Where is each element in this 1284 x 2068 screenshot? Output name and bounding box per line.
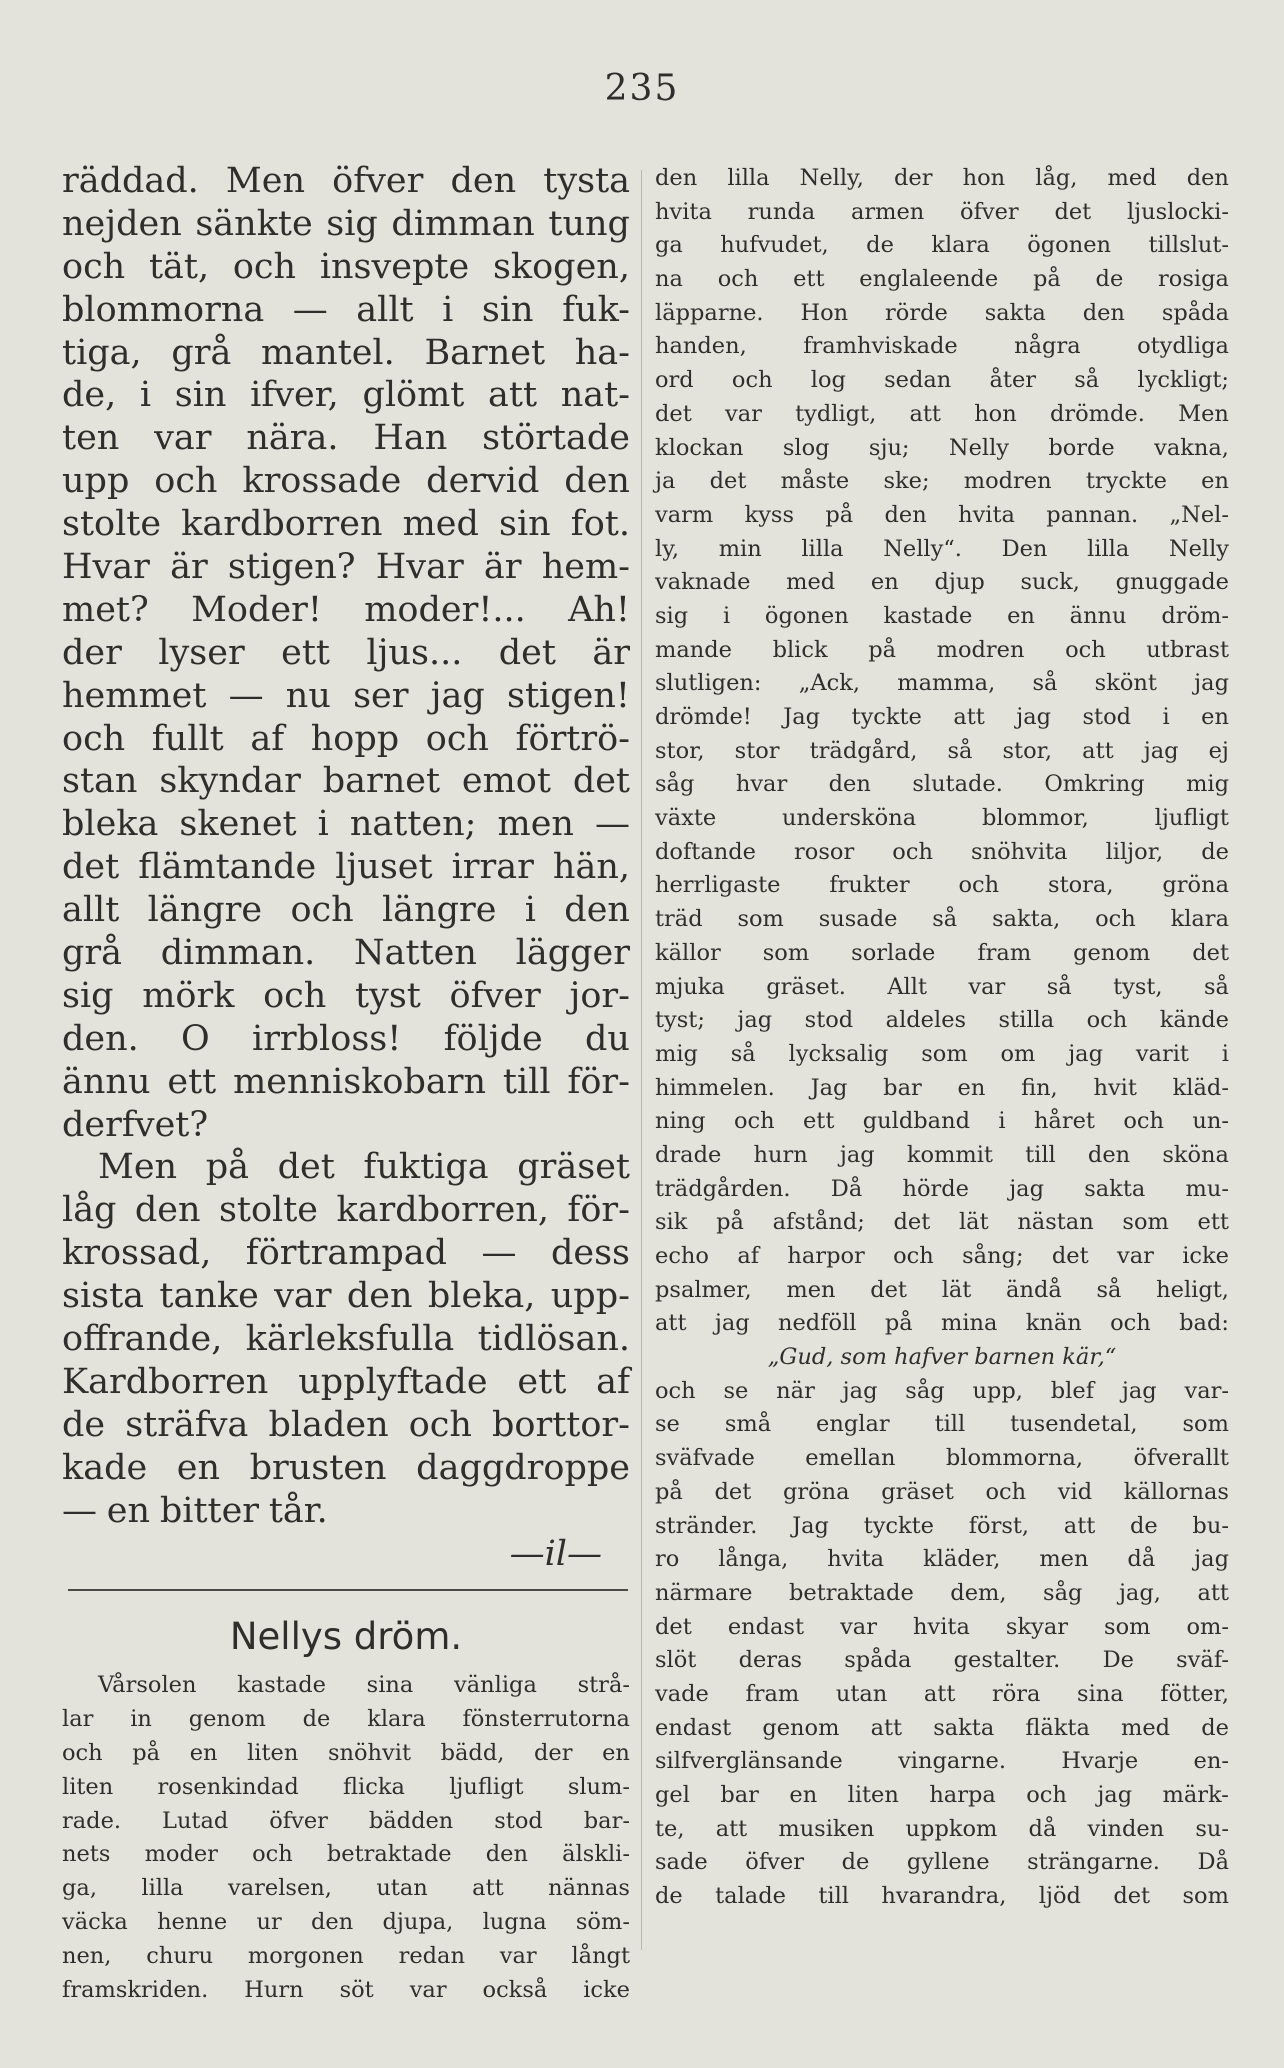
text-line: kade en brusten daggdroppe (62, 1447, 630, 1488)
text-line: de talade till hvarandra, ljöd det som (655, 1883, 1229, 1910)
text-line: rade. Lutad öfver bädden stod bar- (62, 1807, 630, 1834)
text-line: echo af harpor och sång; det var icke (655, 1243, 1229, 1269)
text-line: slutligen: „Ack, mamma, så skönt jag (655, 670, 1229, 697)
text-line: sig mörk och tyst öfver jor- (62, 975, 630, 1016)
text-line: närmare betraktade dem, såg jag, att (655, 1579, 1229, 1606)
text-line: att jag nedföll på mina knän och bad: (655, 1310, 1229, 1337)
hymn-quote-line: „Gud, som hafver barnen kär,“ (767, 1344, 1117, 1371)
text-line: det var tydligt, att hon drömde. Men (655, 400, 1229, 427)
text-line: hvita runda armen öfver det ljuslocki- (655, 198, 1229, 225)
right-column (655, 162, 1229, 1914)
text-line: ro långa, hvita kläder, men då jag (655, 1546, 1229, 1573)
text-line: de, i sin ifver, glömt att nat- (62, 375, 630, 416)
text-line: såg hvar den slutade. Omkring mig (655, 771, 1229, 798)
text-line: och se när jag såg upp, blef jag var- (655, 1377, 1229, 1404)
text-line: liten rosenkindad flicka ljufligt slum- (62, 1773, 630, 1800)
text-line: doftande rosor och snöhvita liljor, de (655, 838, 1229, 865)
text-line: och fullt af hopp och förtrö- (62, 718, 630, 759)
text-line: stolte kardborren med sin fot. (62, 504, 630, 545)
text-line: sik på afstånd; det lät nästan som ett (655, 1209, 1229, 1236)
text-line: ten var nära. Han störtade (62, 418, 630, 459)
text-line: sade öfver de gyllene strängarne. Då (655, 1849, 1229, 1876)
text-line: upp och krossade dervid den (62, 461, 630, 502)
text-line: bleka skenet i natten; men — (62, 804, 630, 845)
text-line: sista tanke var den bleka, upp- (62, 1276, 630, 1317)
text-line: vade fram utan att röra sina fötter, (655, 1680, 1229, 1707)
text-line: mig så lycksalig som om jag varit i (655, 1040, 1229, 1067)
text-line: grå dimman. Natten lägger (62, 933, 630, 974)
text-line: ännu ett menniskobarn till för- (62, 1061, 630, 1102)
text-line: drade hurn jag kommit till den sköna (655, 1141, 1229, 1168)
text-line: drömde! Jag tyckte att jag stod i en (655, 704, 1229, 730)
text-line: lar in genom de klara fönsterrutorna (62, 1706, 630, 1733)
text-line: den lilla Nelly, der hon låg, med den (655, 165, 1229, 191)
text-line: herrligaste frukter och stora, gröna (655, 872, 1229, 899)
text-line: mjuka gräset. Allt var så tyst, så (655, 973, 1229, 1000)
text-line: ning och ett guldband i håret och un- (655, 1108, 1229, 1135)
text-line: ly, min lilla Nelly“. Den lilla Nelly (655, 535, 1229, 562)
text-line: sig i ögonen kastade en ännu dröm- (655, 602, 1229, 629)
text-line: stor, stor trädgård, så stor, att jag ej (655, 737, 1229, 764)
text-line: psalmer, men det lät ändå så heligt, (655, 1276, 1229, 1303)
text-line: låg den stolte kardborren, för- (62, 1190, 630, 1231)
text-line: den. O irrbloss! följde du (62, 1018, 630, 1059)
text-line: gel bar en liten harpa och jag märk- (655, 1782, 1229, 1808)
text-line: trädgården. Då hörde jag sakta mu- (655, 1175, 1229, 1202)
text-line: silfverglänsande vingarne. Hvarje en- (655, 1748, 1229, 1775)
left-column (62, 160, 630, 2007)
text-line: stränder. Jag tyckte först, att de bu- (655, 1512, 1229, 1539)
right-column-text-before-quote (655, 162, 1229, 1341)
text-line: nejden sänkte sig dimman tung (62, 203, 630, 244)
text-line: slöt deras spåda gestalter. De sväf- (655, 1647, 1229, 1674)
text-line: det endast var hvita skyar som om- (655, 1613, 1229, 1640)
text-line: Kardborren upplyftade ett af (62, 1361, 630, 1402)
text-line: krossad, förtrampad — dess (62, 1233, 630, 1274)
new-story-opening (62, 1669, 630, 2007)
text-line: na och ett englaleende på de rosiga (655, 266, 1229, 293)
text-line: och på en liten snöhvit bädd, der en (62, 1739, 630, 1766)
text-line: sväfvade emellan blommorna, öfverallt (655, 1445, 1229, 1472)
text-line: läpparne. Hon rörde sakta den spåda (655, 299, 1229, 326)
text-line: handen, framhviskade några otydliga (655, 333, 1229, 360)
text-line: endast genom att sakta fläkta med de (655, 1714, 1229, 1741)
page-number: 235 (604, 68, 680, 109)
text-line: de sträfva bladen och borttor- (62, 1404, 630, 1445)
text-line: stan skyndar barnet emot det (62, 761, 630, 802)
text-line: hemmet — nu ser jag stigen! (62, 675, 630, 716)
text-line: träd som susade så sakta, och klara (655, 906, 1229, 933)
text-line: räddad. Men öfver den tysta (62, 161, 630, 201)
previous-story-ending (62, 160, 630, 1533)
text-line: nets moder och betraktade den älskli- (62, 1841, 630, 1868)
text-line: växte undersköna blommor, ljufligt (655, 805, 1229, 832)
text-line: derfvet? (62, 1104, 209, 1145)
text-line: tiga, grå mantel. Barnet ha- (62, 332, 630, 373)
text-line: Hvar är stigen? Hvar är hem- (62, 547, 630, 588)
text-line: varm kyss på den hvita pannan. „Nel- (655, 501, 1229, 528)
text-line: Vårsolen kastade sina vänliga strå- (98, 1672, 630, 1699)
text-line: Men på det fuktiga gräset (98, 1147, 630, 1188)
text-line: blommorna — allt i sin fuk- (62, 289, 630, 330)
text-line: ja det måste ske; modren tryckte en (655, 468, 1229, 495)
text-line: ord och log sedan åter så lyckligt; (655, 367, 1229, 394)
text-line: met? Moder! moder!... Ah! (62, 589, 630, 630)
story-title: Nellys dröm. (229, 1615, 463, 1659)
text-line: — en bitter tår. (62, 1490, 328, 1531)
text-line: på det gröna gräset och vid källornas (655, 1478, 1229, 1505)
column-divider (641, 170, 642, 1950)
text-line: tyst; jag stod aldeles stilla och kände (655, 1007, 1229, 1034)
text-line: se små englar till tusendetal, som (655, 1411, 1229, 1438)
text-line: nen, churu morgonen redan var långt (62, 1942, 630, 1969)
text-line: ga, lilla varelsen, utan att nännas (62, 1875, 630, 1902)
text-line: väcka henne ur den djupa, lugna söm- (62, 1908, 630, 1935)
text-line: der lyser ett ljus... det är (62, 632, 630, 673)
text-line: klockan slog sju; Nelly borde vakna, (655, 434, 1229, 461)
right-column-text-after-quote (655, 1375, 1229, 1914)
text-line: mande blick på modren och utbrast (655, 636, 1229, 663)
story-signature: —il— (509, 1533, 602, 1574)
story-divider-rule (68, 1589, 628, 1591)
text-line: allt längre och längre i den (62, 890, 630, 931)
text-line: vaknade med en djup suck, gnuggade (655, 569, 1229, 596)
text-line: te, att musiken uppkom då vinden su- (655, 1815, 1229, 1842)
text-line: källor som sorlade fram genom det (655, 939, 1229, 966)
text-line: ga hufvudet, de klara ögonen tillslut- (655, 232, 1229, 259)
text-line: och tät, och insvepte skogen, (62, 246, 630, 287)
text-line: framskriden. Hurn söt var också icke (62, 1976, 630, 2003)
text-line: det flämtande ljuset irrar hän, (62, 847, 630, 888)
text-line: offrande, kärleksfulla tidlösan. (62, 1319, 630, 1360)
text-line: himmelen. Jag bar en fin, hvit kläd- (655, 1074, 1229, 1101)
